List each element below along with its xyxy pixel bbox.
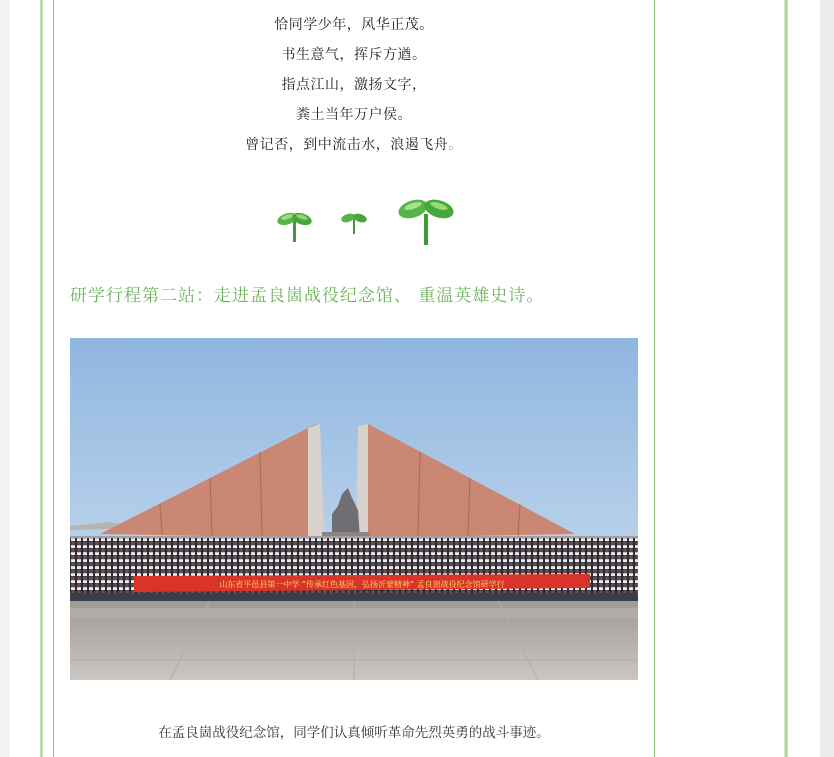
photo-caption: 在孟良崮战役纪念馆，同学们认真倾听革命先烈英勇的战斗事迹。 [158, 725, 550, 741]
frame-outer-right [784, 0, 788, 757]
poem-line-text: 曾记否，到中流击水，浪遏飞舟 [245, 137, 449, 153]
frame-inner-right [654, 0, 655, 757]
frame-outer-left [40, 0, 43, 757]
section-heading: 研学行程第二站：走进孟良崮战役纪念馆、 重温英雄史诗。 [70, 286, 545, 306]
right-gutter [820, 0, 834, 757]
banner-text: 山东省平邑县第一中学 “传承红色基因，弘扬沂蒙精神” 孟良崮战役纪念馆研学行 [219, 580, 505, 589]
sprout-tiny-icon [340, 212, 368, 234]
memorial-group-photo [70, 338, 638, 680]
poem-line-end-mark: 。 [448, 137, 463, 153]
poem-line: 粪土当年万户侯。 [296, 107, 412, 123]
poem-line: 指点江山，激扬文字， [281, 77, 427, 93]
sprout-large-icon [396, 196, 456, 245]
photo-illustration [70, 338, 638, 680]
poem-line [54, 130, 654, 160]
sprout-small-icon [276, 211, 313, 242]
poem-line: 恰同学少年，风华正茂。 [274, 17, 434, 33]
poem-line: 书生意气，挥斥方遒。 [281, 47, 427, 63]
sprout-decoration-icon [270, 192, 482, 248]
poem-block [54, 10, 654, 160]
